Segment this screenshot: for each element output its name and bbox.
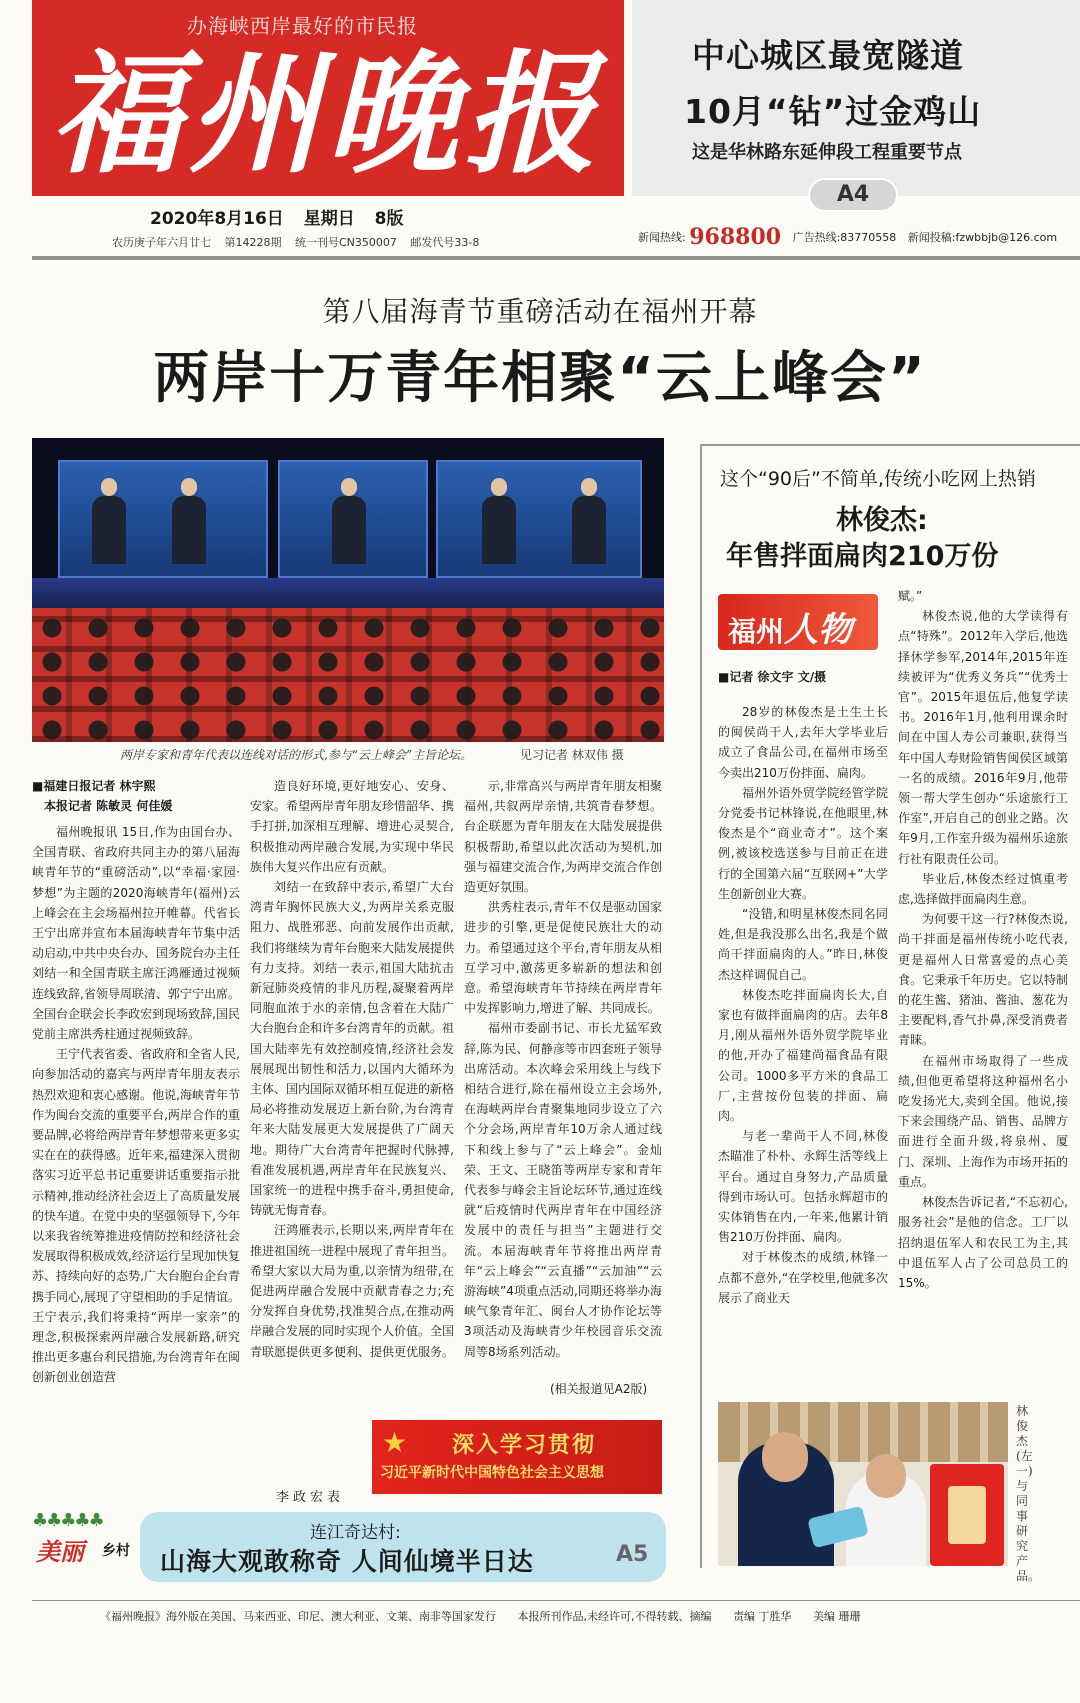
star-icon: ★ — [382, 1426, 408, 1459]
promo-page: A5 — [616, 1542, 649, 1567]
promo-banner[interactable] — [140, 1512, 666, 1582]
teaser-page-badge[interactable]: A4 — [808, 178, 898, 212]
study-banner-line1: 深入学习贯彻 — [452, 1433, 597, 1458]
paragraph: 汪鸿雁表示,长期以来,两岸青年在推进祖国统一进程中展现了青年担当。希望大家以大局为重,以亲情为纽带,在促进两岸融合发展中贡献青春之力;充分发挥自身优势,找准契合点,在推动两岸融合发展的同时实现个人价值。全国青联愿提供更多便利、提供更优服务。 — [250, 1223, 454, 1359]
lead-column-1 — [32, 822, 240, 1600]
news-hotline-number: 968800 — [689, 224, 782, 250]
news-hotline-label: 新闻热线: — [638, 231, 686, 244]
feature-column-2 — [898, 586, 1068, 1392]
issue-number: 第14228期 — [224, 236, 282, 249]
photo-gift-box — [930, 1464, 1004, 1566]
footer-distribution: 《福州晚报》海外版在美国、马来西亚、印尼、澳大利亚、文莱、南非等国家发行 — [100, 1610, 496, 1623]
paragraph: 福州晚报讯 15日,作为由国台办、全国青联、省政府共同主办的第八届海峡青年节的“重磅活动”,以“幸福·家园·梦想”为主题的2020海峡青年(福州)云上峰会在主会场福州拉开帷幕。代省长王宁出席并宣布本届海峡青年节集中活动启动,中共中央台办、国务院台办主任刘结一和全国青联主席汪鸿雁通过视频连线致辞,省领导周联清、郭宁宁出席。全国台企联会长李政宏到现场致辞,国民党前主席洪秀柱通过视频致辞。 — [32, 825, 240, 1042]
serial-number: 统一刊号CN350007 — [295, 236, 397, 249]
paragraph: 刘结一在致辞中表示,希望广大台湾青年胸怀民族大义,为两岸关系克服阻力、战胜邪恶、向前发展作出贡献,我们将继续为青年台胞来大陆发展提供有力支持。刘结一表示,祖国大陆抗击新冠肺炎疫情的非凡历程,凝聚着两岸同胞血浓于水的亲情,包含着在大陆广大台胞台企和许多台湾青年的贡献。祖国大陆率先有效控制疫情,经济社会发展展现出韧性和活力,以国内大循环为主体、国内国际双循环相互促进的新格局必将推动发展迈上新台阶,为台湾青年来大陆发展更大发展提供了广阔天地。期待广大台湾青年把握时代脉搏,看准发展机遇,两岸青年在民族复兴、国家统一的进程中携手奋斗,勇担使命,铸就无悔青春。 — [250, 880, 454, 1218]
lead-photo — [32, 438, 664, 742]
paragraph: 赋。” — [898, 589, 923, 603]
video-screen-left — [58, 460, 268, 578]
column-logo-people: 人物 — [784, 610, 853, 650]
paragraph: 28岁的林俊杰是土生土长的闽侯尚干人,去年大学毕业后成立了食品公司,在福州市场至今卖出210万份拌面、扁肉。 — [718, 705, 888, 780]
footer — [100, 1608, 879, 1624]
screen-speaker — [572, 478, 606, 564]
lead-column-3 — [464, 776, 662, 1376]
paragraph: 造良好环境,更好地安心、安身、安家。希望两岸青年朋友珍惜韶华、携手打拼,加深相互理解、增进心灵契合,积极推动两岸融合发展,为实现中华民族伟大复兴作出应有贡献。 — [250, 779, 454, 874]
issue-weekday: 星期日 — [303, 209, 355, 229]
audience-heads — [32, 614, 664, 742]
masthead-slogan: 办海峡西岸最好的市民报 — [187, 14, 418, 38]
contact-line — [638, 224, 1057, 250]
issue-edition: 8版 — [374, 209, 404, 229]
paragraph: 林俊杰吃拌面扁肉长大,自家也有做拌面扁肉的店。去年8月,刚从福州外语外贸学院毕业的他,开办了福建尚福食品有限公司。1000多平方米的食品工厂,主营按份包装的拌面、扁肉。 — [718, 987, 888, 1124]
paragraph: 林俊杰告诉记者,“不忘初心,服务社会”是他的信念。工厂以招纳退伍军人和农民工为主,其中退伍军人占了公司总员工的15%。 — [898, 1195, 1068, 1290]
postal-code: 邮发代号33-8 — [410, 236, 480, 249]
lead-byline-line1: ■福建日报记者 林宇熙 — [32, 779, 156, 793]
screen-speaker — [172, 478, 206, 564]
paragraph: 福州市委副书记、市长尤猛军致辞,陈为民、何静彦等市四套班子领导出席活动。本次峰会采用线上与线下相结合进行,除在福州设立主会场外,在海峡两岸台青聚集地同步设立了六个分会场,两岸青年10万余人通过线下和线上参与了“云上峰会”。金灿荣、王文、王晓笛等两岸专家和青年代表参与峰会主旨论坛环节,通过连线就“后疫情时代两岸青年在中国经济发展中的责任与担当”主题进行交流。本届海峡青年节将推出两岸青年“云上峰会”“云直播”“云加油”“云游海峡”4项重点活动,同期还将举办海峡气象青年汇、闽台人才协作论坛等3项活动及海峡青少年校园音乐交流周等8场系列活动。 — [464, 1021, 662, 1359]
video-screen-right — [436, 460, 642, 578]
paragraph: 对于林俊杰的成绩,林锋一点都不意外,“在学校里,他就多次展示了商业天 — [718, 1250, 888, 1305]
paragraph: “没错,和明星林俊杰同名同姓,但是我没那么出名,我是个做尚干拌面扁肉的人。”昨日,林俊杰这样调侃自己。 — [718, 907, 888, 982]
feature-byline: ■记者 徐文宇 文/摄 — [718, 670, 827, 684]
issue-date: 2020年8月16日 — [150, 209, 284, 229]
photo-person-right-head — [866, 1454, 906, 1498]
teaser-title-line2: 10月“钻”过金鸡山 — [684, 92, 982, 131]
footer-editor: 责编 丁胜华 — [733, 1610, 792, 1623]
related-report-link[interactable]: (相关报道见A2版) — [550, 1382, 648, 1396]
newspaper-logo: 福州晚报 — [50, 37, 602, 192]
promo-title: 连江奇达村: — [310, 1523, 401, 1543]
feature-kicker: 这个“90后”不简单,传统小吃网上热销 — [720, 468, 1036, 490]
paragraph: 与老一辈尚干人不同,林俊杰瞄准了朴朴、永辉生活等线上平台。通过自身努力,产品质量得到市场认可。包括永辉超市的实体销售在内,一年来,他累计销售210万份拌面、扁肉。 — [718, 1129, 888, 1245]
teaser-subtitle: 这是华林路东延伸段工程重要节点 — [692, 142, 962, 163]
feature-photo — [718, 1402, 1008, 1566]
lead-photo-caption: 两岸专家和青年代表以连线对话的形式,参与“云上峰会”主旨论坛。 — [120, 748, 473, 762]
tree-icon: ♣♣♣♣♣ — [32, 1510, 103, 1531]
footer-copyright: 本报所刊作品,未经许可,不得转载、摘编 — [517, 1610, 712, 1623]
paragraph: 毕业后,林俊杰经过慎重考虑,选择做拌面扁肉生意。 — [898, 871, 1068, 907]
column-logo-city: 福州 — [728, 615, 785, 648]
column-logo — [718, 594, 878, 650]
paragraph: 示,非常高兴与两岸青年朋友相聚福州,共叙两岸亲情,共筑青春梦想。台企联愿为青年朋友在大陆发展提供积极帮助,希望以此次活动为契机,加强与福建交流合作,为两岸交流合作创造更好氛围。 — [464, 779, 662, 895]
feature-photo-caption: 林俊杰(左一)与同事研究产品。 — [1016, 1404, 1041, 1583]
village-icon-xiang: 乡村 — [102, 1543, 130, 1559]
issue-meta-line — [112, 234, 489, 250]
footer-designer: 美编 珊珊 — [813, 1610, 861, 1623]
paragraph: 福州外语外贸学院经管学院分党委书记林锋说,在他眼里,林俊杰是个“商业奇才”。这个案例,被该校选送参与目前正在进行的全国第六届“互联网+”大学生创新创业大赛。 — [718, 785, 888, 901]
paragraph: 为何要干这一行?林俊杰说,尚干拌面是福州传统小吃代表,更是福州人日常喜爱的点心美食。它秉承千年历史。它以特制的花生酱、猪油、酱油、葱花为主要配料,香气扑鼻,深受消费者青睐。 — [898, 912, 1068, 1048]
lead-byline-line2: 本报记者 陈敏灵 何佳媛 — [44, 799, 173, 813]
promo-headline: 山海大观敢称奇 人间仙境半日达 — [160, 1547, 534, 1576]
screen-speaker — [332, 478, 366, 564]
village-icon-mei: 美丽 — [36, 1537, 84, 1566]
lead-column-2-continuation: 李政宏表 — [276, 1490, 345, 1505]
issue-date-line — [150, 204, 418, 229]
paragraph: 王宁代表省委、省政府和全省人民,向参加活动的嘉宾与两岸青年朋友表示热烈欢迎和衷心感谢。他说,海峡青年节作为闽台交流的重要平台,两岸合作的重要品牌,必将给两岸青年梦想带来更多实实在在的获得感。近年来,福建深入贯彻落实习近平总书记重要讲话重要指示批示精神,推动经济社会迈上了高质量发展的快车道。在党中央的坚强领导下,今年以来我省统筹推进疫情防控和经济社会发展取得积极成效,经济运行呈现加快复苏、持续向好的态势,广大台胞台企台青携手同心,展现了守望相助的手足情谊。王宁表示,我们将秉持“两岸一家亲”的理念,积极探索两岸融合发展新路,研究推出更多惠台利民措施,为台湾青年在闽创新创业创造营 — [32, 1047, 240, 1385]
paragraph: 林俊杰说,他的大学读得有点“特殊”。2012年入学后,他选择休学参军,2014年,2015年连续被评为“优秀义务兵”“优秀士官”。2015年退伍后,他复学读书。2016年1月,他利用课余时间在中国人寿公司兼职,获得当年中国人寿财险销售闽侯区域第一名的成绩。2016年9月,他带领一帮大学生创办“乐途旅行工作室”,开启自己的创业之路。次年9月,工作室升级为福州乐途旅行社有限责任公司。 — [898, 609, 1068, 866]
submission-email: 新闻投稿:fzwbbjb@126.com — [907, 231, 1058, 244]
teaser-title-line1: 中心城区最宽隧道 — [692, 36, 964, 75]
ad-hotline: 广告热线:83770558 — [792, 231, 897, 244]
photo-person-left-head — [762, 1432, 808, 1482]
lead-byline — [32, 776, 172, 816]
screen-speaker — [482, 478, 516, 564]
study-banner-line2: 习近平新时代中国特色社会主义思想 — [380, 1465, 604, 1481]
lead-kicker: 第八届海青节重磅活动在福州开幕 — [322, 295, 758, 328]
screen-speaker — [92, 478, 126, 564]
masthead — [32, 0, 624, 196]
lead-headline[interactable]: 两岸十万青年相聚“云上峰会” — [153, 346, 927, 411]
paragraph: 洪秀柱表示,青年不仅是驱动国家进步的引擎,更是促使民族壮大的动力。希望通过这个平台,青年朋友从相互学习中,激荡更多崭新的想法和创意。希望海峡青年节持续在两岸青年中发挥影响力,增进了解、共同成长。 — [464, 900, 662, 1016]
feature-headline-line2[interactable]: 年售拌面扁肉210万份 — [726, 541, 999, 572]
lead-column-2 — [250, 776, 454, 1476]
stage — [32, 578, 664, 608]
header-divider — [32, 256, 1080, 260]
teaser-box[interactable] — [632, 0, 1080, 196]
beautiful-village-icon — [32, 1510, 152, 1570]
footer-divider — [32, 1600, 1080, 1601]
lunar-date: 农历庚子年六月廿七 — [112, 236, 211, 249]
feature-headline-line1[interactable]: 林俊杰: — [836, 505, 928, 536]
paragraph: 在福州市场取得了一些成绩,但他更希望将这种福州名小吃发扬光大,卖到全国。他说,接下来会围绕产品、销售、品牌方面进行全面升级,将泉州、厦门、深圳、上海作为市场开拓的重点。 — [898, 1053, 1068, 1189]
column-logo-text — [728, 602, 852, 651]
lead-photo-credit: 见习记者 林双伟 摄 — [520, 748, 624, 762]
feature-column-1 — [718, 702, 888, 1392]
study-banner — [372, 1420, 662, 1494]
